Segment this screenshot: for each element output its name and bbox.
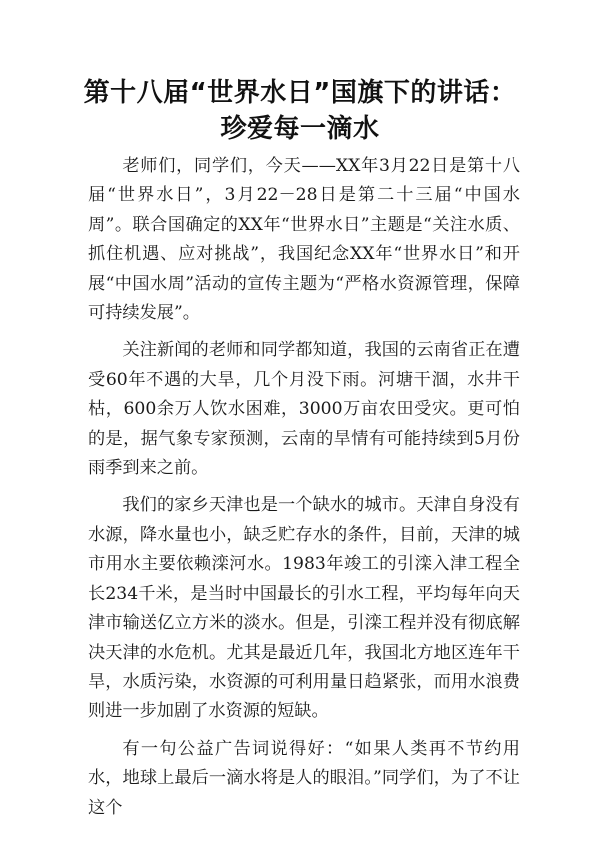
paragraph-intro: 老师们，同学们，今天——XX年3月22日是第十八届“世界水日”，3月22－28日是第二十三届“中国水周”。联合国确定的XX年“世界水日”主题是“关注水质、抓住机遇、应对挑战”，我国纪念XX年“世界水日”和开展“中国水周”活动的宣传主题为“严格水资源管理，保障可持续发展”。 (88, 156, 520, 324)
document-body (88, 152, 520, 831)
paragraph-slogan: 有一句公益广告词说得好：“如果人类再不节约用水，地球上最后一滴水将是人的眼泪。”同学们，为了不让这个 (88, 738, 520, 818)
paragraph-yunnan-drought: 关注新闻的老师和同学都知道，我国的云南省正在遭受60年不遇的大旱，几个月没下雨。河塘干涸，水井干枯，600余万人饮水困难，3000万亩农田受灾。更可怕的是，据气象专家预测，云南的旱情有可能持续到5月份雨季到来之前。 (88, 340, 520, 479)
paragraph-tianjin-water: 我们的家乡天津也是一个缺水的城市。天津自身没有水源，降水量也小，缺乏贮存水的条件，目前，天津的城市用水主要依赖滦河水。1983年竣工的引滦入津工程全长234千米，是当时中国最长的引水工程，平均每年向天津市输送亿立方米的淡水。但是，引滦工程并没有彻底解决天津的水危机。尤其是最近几年，我国北方地区连年干旱，水质污染，水资源的可利用量日趋紧张，而用水浪费则进一步加剧了水资源的短缺。 (88, 495, 520, 722)
document-title-line-1: 第十八届“世界水日”国旗下的讲话： (83, 78, 517, 108)
document-title-line-2: 珍爱每一滴水 (220, 114, 380, 144)
